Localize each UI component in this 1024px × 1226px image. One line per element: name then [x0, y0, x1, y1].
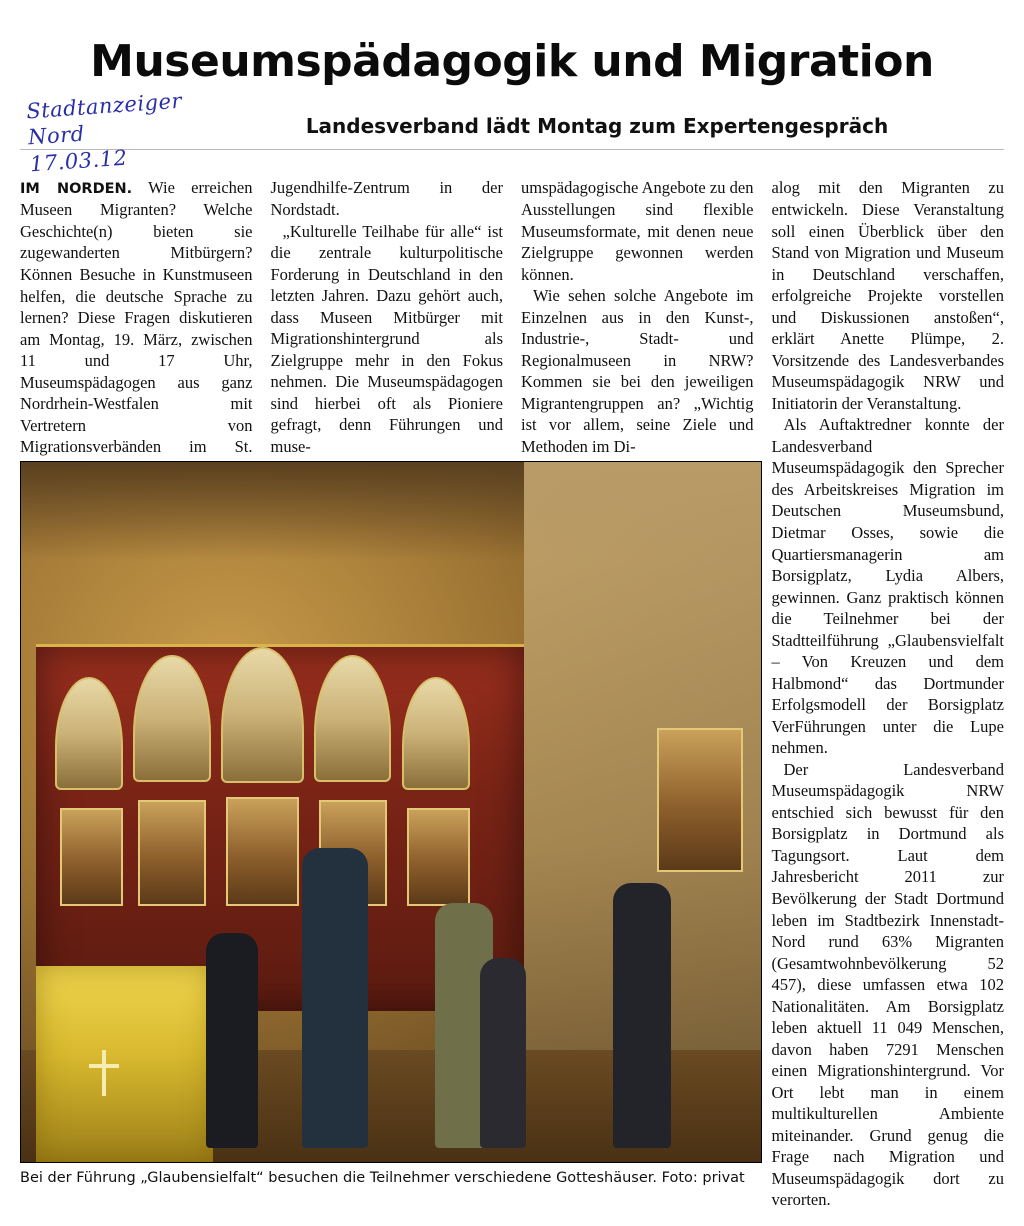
photo-icon-panel [407, 808, 470, 907]
annotation-line-1: Stadtanzeiger [25, 89, 183, 124]
annotation-line-3: 17.03.12 [29, 145, 129, 177]
paragraph: Jugendhilfe-Zentrum in der Nordstadt. [270, 178, 503, 219]
photo-credit: Foto: privat [661, 1170, 745, 1187]
photo-icon-arch [314, 655, 391, 783]
photo-caption-text: Bei der Führung „Glaubensielfalt“ besuchen die Teilnehmer verschiedene Gotteshäuser. [20, 1170, 658, 1187]
annotation-line-2: Nord [27, 122, 86, 151]
handwritten-annotation [25, 88, 186, 177]
photo-person [480, 958, 526, 1148]
newspaper-page [0, 29, 1024, 1226]
photo-person [613, 883, 671, 1148]
photo-icon-arch [133, 655, 210, 783]
photo-person [206, 933, 258, 1148]
cross-icon [102, 1050, 106, 1096]
photo-icon-arch [55, 677, 122, 790]
dateline: IM NORDEN. [20, 181, 133, 198]
paragraph: umspädagogische Angebote zu den Ausstellungen sind flexible Museumsformate, mit denen neue Zielgruppe gewonnen werden können. [521, 178, 754, 284]
paragraph-text: Wie erreichen Museen Migranten? Welche Geschichte(n) bieten sie zugewanderten Mitbürgern? Können Besuche in Kunstmuseen helfen, die deutsche Sprache zu lernen? Diese Fragen diskutieren am Montag, 19. März, zwischen 11 und 17 Uhr, Museumspädagogen aus ganz Nordrhein-Westfalen mit Vertretern von Migrationsverbänden im St. [20, 178, 253, 457]
paragraph: Wie sehen solche Angebote im Einzelnen aus in den Kunst-, Industrie-, Stadt- und Regionalmuseen in NRW? Kommen sie bei den jeweiligen Migrantengruppen an? „Wichtig ist vor allem, seine Ziele und Methoden im Di- [521, 286, 754, 456]
paragraph: „Kulturelle Teilhabe für alle“ ist die zentrale kulturpolitische Forderung in Deutschland in den letzten Jahren. Dazu gehört auch, dass Museen Mitbürger mit Migrationshintergrund als Zielgruppe mehr in den Fokus nehmen. Die Museumspädagogen sind hierbei oft als Pioniere gefragt, denn Führungen und muse- [270, 221, 503, 456]
paragraph [20, 177, 253, 479]
photo-icon-panel [60, 808, 123, 907]
photo-side-icon [657, 728, 742, 872]
photo-person [302, 848, 368, 1148]
article-photo-block [20, 461, 762, 1186]
photo-altar [36, 966, 214, 1162]
page-title: Museumspädagogik und Migration [90, 36, 934, 88]
photo-icon-panel [138, 800, 205, 906]
photo-caption [20, 1170, 762, 1186]
photo-icon-arch [221, 647, 303, 782]
photo-icon-arch [402, 677, 469, 790]
photo-icon-panel [226, 797, 298, 907]
paragraph: Der Landesverband Museumspädagogik NRW entschied sich bewusst für den Borsigplatz in Dortmund als Tagungsort. Laut dem Jahresbericht 2011 zur Bevölkerung der Stadt Dortmund leben im Stadtbezirk Innenstadt-Nord rund 63% Migranten (Gesamtwohnbevölkerung 52 457), diese umfassen etwa 102 Nationalitäten. Am Borsigplatz leben aktuell 11 049 Menschen, davon haben 7291 Menschen einen Migrationshintergrund. Vor Ort lebt man in einem multikulturellen Ambiente miteinander. Grund genug die Frage nach Migration und Museumspädagogik dort zu verorten. [771, 759, 1004, 1210]
paragraph: alog mit den Migranten zu entwickeln. Diese Veranstaltung soll einen Überblick über den Stand von Migration und Museum in Deutschland verschaffen, erfolgreiche Projekte vorstellen und Diskussionen anstoßen“, erklärt Anette Plümpe, 2. Vorsitzende des Landesverbandes Museumspädagogik NRW und Initiatorin der Veranstaltung. [771, 178, 1004, 413]
subheadline: Landesverband lädt Montag zum Expertengespräch [305, 114, 889, 139]
paragraph: Als Auftaktredner konnte der Landesverband Museumspädagogik den Sprecher des Arbeitskreises Migration im Deutschen Museumsbund, Dietmar Osses, sowie die Quartiersmanagerin am Borsigplatz, Lydia Albers, gewinnen. Ganz praktisch können die Teilnehmer bei der Stadtteilführung „Glaubensvielfalt – Von Kreuzen und dem Halbmond“ das Dortmunder Erfolgsmodell der Borsigplatz VerFührungen unter die Lupe nehmen. [771, 415, 1004, 758]
article-photo [20, 461, 762, 1163]
article-column-4 [772, 177, 1005, 1211]
